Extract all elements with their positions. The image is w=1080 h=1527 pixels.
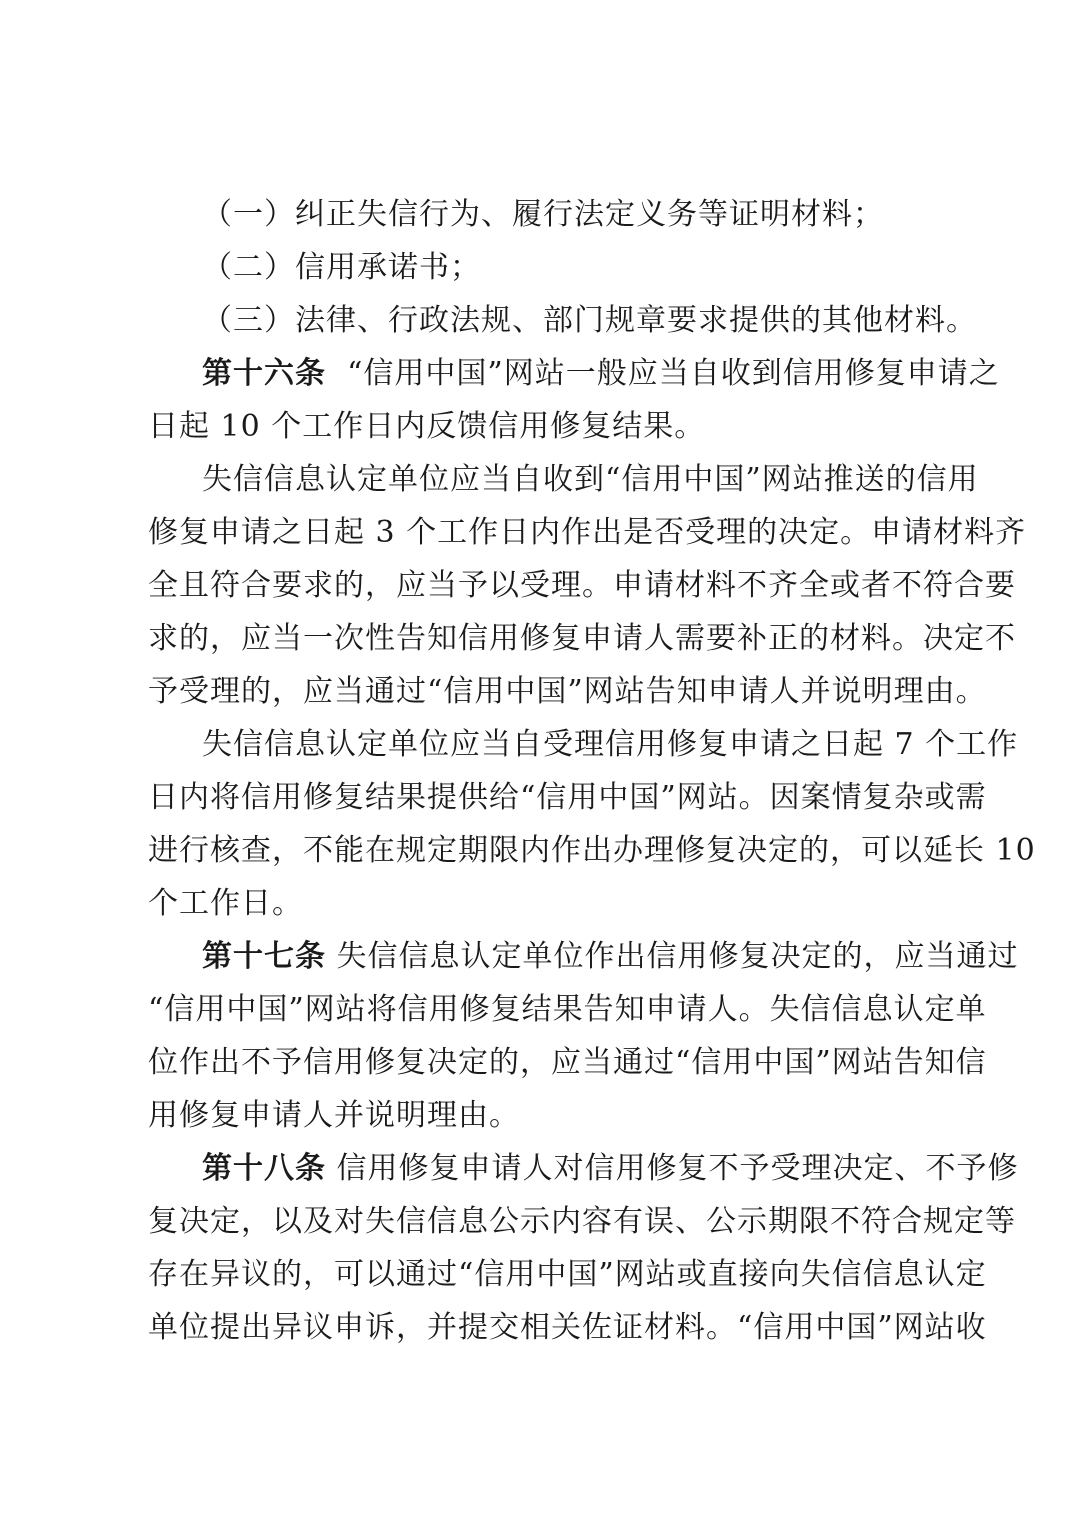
paragraph-2-line-2: 修复申请之日起 3 个工作日内作出是否受理的决定。申请材料齐 [148, 515, 1027, 550]
list-item-1: （一）纠正失信行为、履行法定义务等证明材料； [202, 197, 884, 232]
article-18-text: 信用修复申请人对信用修复不予受理决定、不予修 [336, 1151, 1019, 1186]
article-17-heading: 第十七条 [202, 939, 326, 974]
article-18-heading: 第十八条 [202, 1151, 326, 1186]
article-18-line-4: 单位提出异议申诉，并提交相关佐证材料。“信用中国”网站收 [148, 1310, 987, 1345]
article-16-line-2: 日起 10 个工作日内反馈信用修复结果。 [148, 409, 706, 444]
document-body [148, 188, 1036, 1354]
paragraph-2-line-1: 失信信息认定单位应当自收到“信用中国”网站推送的信用 [202, 462, 979, 497]
paragraph-2-line-3: 全且符合要求的，应当予以受理。申请材料不齐全或者不符合要 [148, 568, 1016, 603]
article-17-text: 失信信息认定单位作出信用修复决定的，应当通过 [336, 939, 1019, 974]
paragraph-3-line-1: 失信信息认定单位应当自受理信用修复申请之日起 7 个工作 [202, 727, 1019, 762]
paragraph-2-line-5: 予受理的，应当通过“信用中国”网站告知申请人并说明理由。 [148, 674, 987, 709]
article-17-line-4: 用修复申请人并说明理由。 [148, 1098, 520, 1133]
paragraph-3-line-4: 个工作日。 [148, 886, 303, 921]
paragraph-3-line-2: 日内将信用修复结果提供给“信用中国”网站。因案情复杂或需 [148, 780, 987, 815]
article-18-line-1 [148, 1142, 1019, 1195]
article-17-line-3: 位作出不予信用修复决定的，应当通过“信用中国”网站告知信 [148, 1045, 987, 1080]
paragraph-3-line-3: 进行核查，不能在规定期限内作出办理修复决定的，可以延长 10 [148, 833, 1036, 868]
article-16-line-1 [148, 347, 1000, 400]
list-item-2: （二）信用承诺书； [202, 250, 481, 285]
article-16-text: “信用中国”网站一般应当自收到信用修复申请之 [347, 356, 1000, 391]
article-17-line-2: “信用中国”网站将信用修复结果告知申请人。失信信息认定单 [148, 992, 987, 1027]
list-item-3: （三）法律、行政法规、部门规章要求提供的其他材料。 [202, 303, 977, 338]
article-18-line-3: 存在异议的，可以通过“信用中国”网站或直接向失信信息认定 [148, 1257, 987, 1292]
article-17-line-1 [148, 930, 1019, 983]
article-18-line-2: 复决定，以及对失信信息公示内容有误、公示期限不符合规定等 [148, 1204, 1016, 1239]
paragraph-2-line-4: 求的，应当一次性告知信用修复申请人需要补正的材料。决定不 [148, 621, 1016, 656]
article-16-heading: 第十六条 [202, 356, 326, 391]
